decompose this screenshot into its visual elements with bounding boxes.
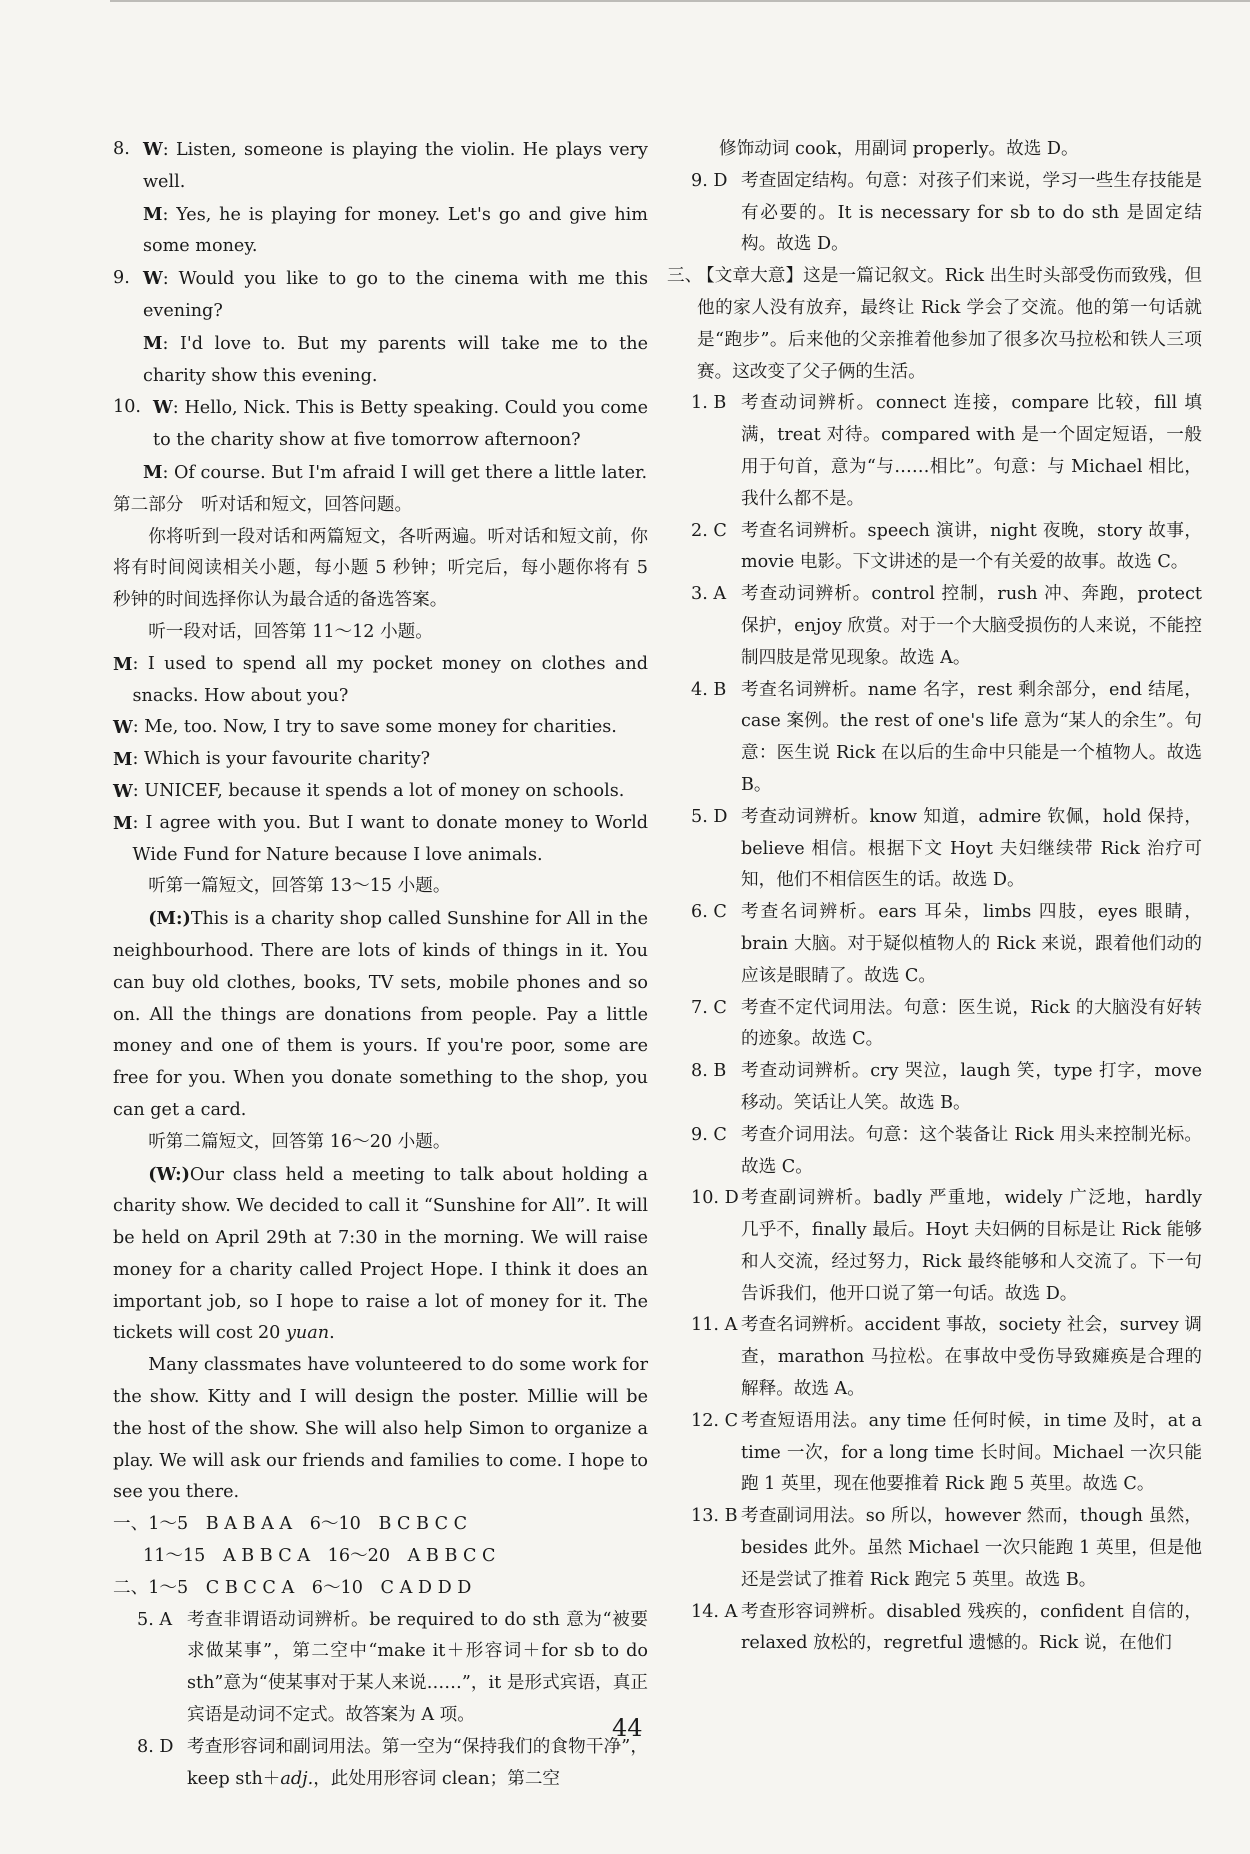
dialog-intro: 听一段对话，回答第 11～12 小题。 (148, 621, 433, 642)
page-number: 44 (612, 1714, 643, 1742)
list-item: 5. D 考查动词辨析。know 知道，admire 钦佩，hold 保持，believe 相信。根据下文 Hoyt 夫妇继续带 Rick 治疗可知，他们不相信医生的话。故选 D。 (691, 806, 1202, 891)
section-3-items (667, 388, 1202, 1660)
right-column (667, 134, 1202, 1660)
dialog-line: M : I agree with you. But I want to donate money to World Wide Fund for Nature because I love animals. (113, 812, 648, 865)
dialog-line: W : UNICEF, because it spends a lot of money on schools. (113, 780, 625, 802)
list-item: 11. A 考查名词辨析。accident 事故，society 社会，survey 调查，marathon 马拉松。在事故中受伤导致瘫痪是合理的解释。故选 A。 (691, 1315, 1202, 1400)
list-item: 12. C 考查短语用法。any time 任何时候，in time 及时，at a time 一次，for a long time 长时间。Michael 一次只能跑 1 英里，现在他要推着 Rick 跑 5 英里。故选 C。 (691, 1410, 1202, 1495)
list-item: 6. C 考查名词辨析。ears 耳朵，limbs 四肢，eyes 眼睛，brain 大脑。对于疑似植物人的 Rick 来说，跟着他们动的应该是眼睛了。故选 C。 (691, 902, 1202, 986)
dialog-line: W : Me, too. Now, I try to save some money for charities. (113, 717, 617, 739)
list-item: 4. B 考查名词辨析。name 名字，rest 剩余部分，end 结尾，case 案例。the rest of one's life 意为“某人的余生”。句意：医生说 Rick 在以后的生命中只能是一个植物人。故选 B。 (691, 679, 1202, 795)
passage1-intro: 听第一篇短文，回答第 13～15 小题。 (148, 876, 451, 897)
dialogue-10-m: M: Of course. But I'm afraid I will get there a little later. (143, 461, 648, 483)
list-item: 2. C 考查名词辨析。speech 演讲，night 夜晚，story 故事，movie 电影。下文讲述的是一个有关爱的故事。故选 C。 (691, 520, 1202, 573)
dialogue-10: 10. W: Hello, Nick. This is Betty speaking. Could you come to the charity show at five tomorrow afternoon? (113, 397, 648, 451)
list-item: 14. A 考查形容词辨析。disabled 残疾的，confident 自信的，relaxed 放松的，regretful 遗憾的。Rick 说，在他们 (691, 1601, 1202, 1654)
top-rule (110, 0, 1250, 2)
list-item: 7. C 考查不定代词用法。句意：医生说，Rick 的大脑没有好转的迹象。故选 C。 (691, 997, 1202, 1050)
section-3-summary: 三、 【文章大意】这是一篇记叙文。Rick 出生时头部受伤而致残，但他的家人没有放弃，最终让 Rick 学会了交流。他的第一句话就是“跑步”。后来他的父亲推着他参加了很多次马拉松和铁人三项赛。这改变了父子俩的生活。 (667, 266, 1202, 382)
list-item: 1. B 考查动词辨析。connect 连接，compare 比较，fill 填满，treat 对待。compared with 是一个固定短语，一般用于句首，意为“与……相比”。句意：与 Michael 相比，我什么都不是。 (691, 393, 1202, 509)
dialog (113, 649, 648, 872)
left-column (113, 134, 648, 1795)
list-item: 13. B 考查副词用法。so 所以，however 然而，though 虽然，besides 此外。虽然 Michael 一次只能跑 1 英里，但是他还是尝试了推着 Rick 跑完 5 英里。故选 B。 (691, 1506, 1202, 1590)
part2-instructions: 你将听到一段对话和两篇短文，各听两遍。听对话和短文前，你将有时间阅读相关小题，每小题 5 秒钟；听完后，每小题你将有 5 秒钟的时间选择你认为最合适的备选答案。 (113, 526, 648, 611)
list-item: 10. D 考查副词辨析。badly 严重地，widely 广泛地，hardly 几乎不，finally 最后。Hoyt 夫妇俩的目标是让 Rick 能够和人交流，经过努力，Rick 最终能够和人交流了。下一句告诉我们，他开口说了第一句话。故选 D。 (691, 1188, 1202, 1304)
dialogue-9: 9. W: Would you like to go to the cinema with me this evening? M: I'd love to. But my parents will take me to the charity show this evening. (113, 268, 648, 386)
passage1: (M:)This is a charity shop called Sunshine for All in the neighbourhood. There are lots of kinds of things in it. You can buy old clothes, books, TV sets, mobile phones and so on. All the things are donations from people. Pay a little money and one of them is yours. If you're poor, some are free for you. When you donate something to the shop, you can get a card. (113, 908, 648, 1120)
explanation-8-cont: 修饰动词 cook，用副词 properly。故选 D。 (719, 139, 1079, 159)
dialog-line: M : I used to spend all my pocket money on clothes and snacks. How about you? (113, 653, 648, 706)
dialog-line: M : Which is your favourite charity? (113, 749, 431, 771)
list-item: 9. C 考查介词用法。句意：这个装备让 Rick 用头来控制光标。故选 C。 (691, 1124, 1202, 1177)
passage2-a: (W:)Our class held a meeting to talk about holding a charity show. We decided to call it “Sunshine for All”. It will be held on April 29th at 7:30 in the morning. We will raise money for a charity called Project Hope. I think it does an important job, so I hope to raise a lot of money for it. The tickets will cost 20 yuan. (113, 1163, 648, 1344)
passage2-b: Many classmates have volunteered to do some work for the show. Kitty and I will design the poster. Millie will be the host of the show. She will also help Simon to organize a play. We will ask our friends and families to come. I hope to see you there. (113, 1355, 648, 1503)
answers-2-line1: 二、1～5 C B C C A 6～10 C A D D D (113, 1577, 472, 1598)
list-item: 3. A 考查动词辨析。control 控制，rush 冲、奔跑，protect 保护，enjoy 欣赏。对于一个大脑受损伤的人来说，不能控制四肢是常见现象。故选 A。 (691, 584, 1202, 668)
answers-1-line1: 一、1～5 B A B A A 6～10 B C B C C (113, 1514, 468, 1535)
part2-heading: 第二部分 听对话和短文，回答问题。 (113, 494, 413, 515)
explanation-9: 9. D 考查固定结构。句意：对孩子们来说，学习一些生存技能是有必要的。It is necessary for sb to do sth 是固定结构。故选 D。 (691, 170, 1202, 255)
answers-1-line2: 11～15 A B B C A 16～20 A B B C C (143, 1546, 496, 1567)
dialogue-8: 8. W: Listen, someone is playing the violin. He plays very well. M: Yes, he is playing for money. Let's go and give him some money. (113, 139, 648, 257)
explanation-5: 5. A 考查非谓语动词辨析。be required to do sth 意为“被要求做某事”，第二空中“make it＋形容词＋for sb to do sth”意为“使某事对于某人来说……”，it 是形式宾语，真正宾语是动词不定式。故答案为 A 项。 (137, 1609, 648, 1726)
passage2-intro: 听第二篇短文，回答第 16～20 小题。 (148, 1131, 451, 1152)
list-item: 8. B 考查动词辨析。cry 哭泣，laugh 笑，type 打字，move 移动。笑话让人笑。故选 B。 (691, 1061, 1202, 1113)
explanation-8: 8. D 考查形容词和副词用法。第一空为“保持我们的食物干净”，keep sth＋adj.，此处用形容词 clean；第二空 (137, 1736, 648, 1789)
